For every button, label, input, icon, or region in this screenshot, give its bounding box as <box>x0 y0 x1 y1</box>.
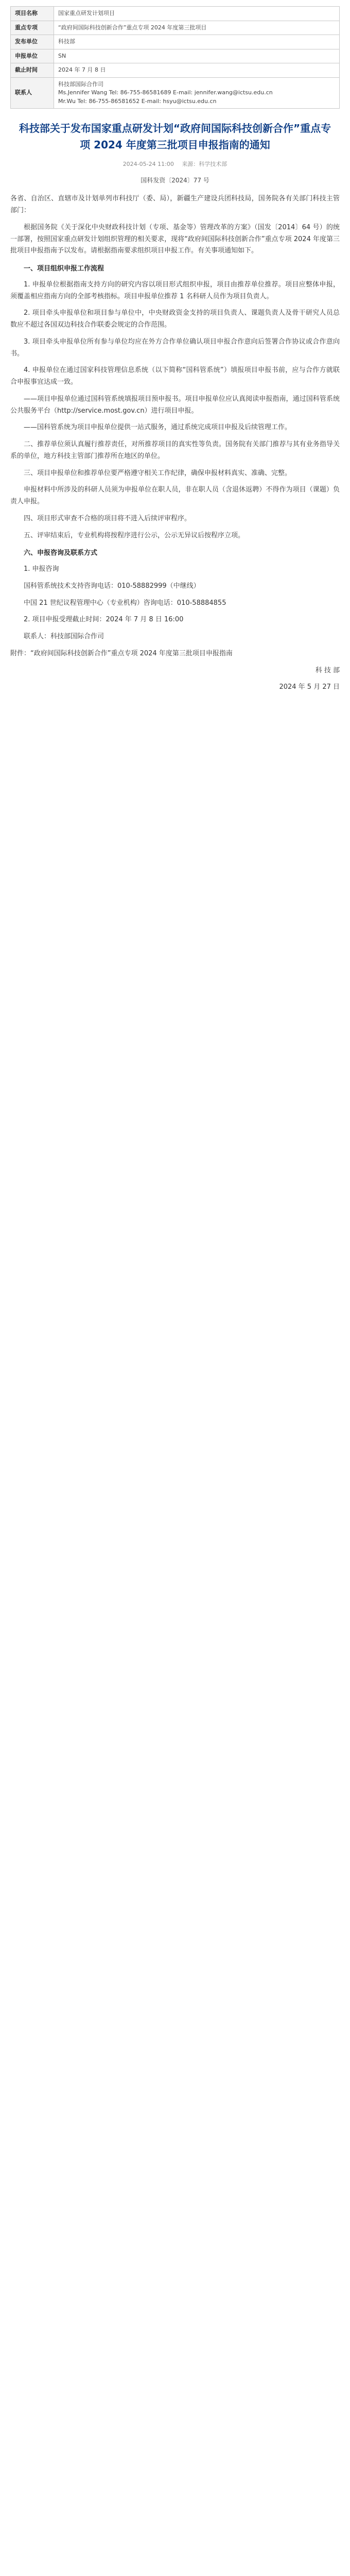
paragraph: 三、项目申报单位和推荐单位要严格遵守相关工作纪律，确保申报材料真实、准确、完整。 <box>24 469 292 477</box>
paragraph: 3. 项目牵头申报单位所有参与单位均应在外方合作单位确认项目申报合作意向后签署合作协议或合作意向书。 <box>10 337 340 358</box>
meta-key: 联系人 <box>11 77 54 109</box>
meta-value <box>54 49 340 63</box>
article-source: 来源：科学技术部 <box>182 161 227 167</box>
attachment-line: 附件：“政府间国际科技创新合作”重点专项 2024 年度第三批项目申报指南 <box>10 649 233 657</box>
meta-row <box>11 77 340 109</box>
meta-value <box>54 21 340 35</box>
paragraph: 联系人：科技部国际合作司 <box>24 633 104 640</box>
paragraph: 1. 申报单位根据指南支持方向的研究内容以项目形式组织申报，项目由推荐单位推荐。项目应整体申报，须覆盖相应指南方向的全部考核指标。项目申报单位推荐 1 名科研人员作为项目负责人。 <box>10 280 340 300</box>
meta-key: 项目名称 <box>11 7 54 21</box>
paragraph: 4. 申报单位在通过国家科技管理信息系统（以下简称“国科管系统”）填报项目申报书前，应与合作方就联合申报事宜达成一致。 <box>10 366 340 386</box>
meta-key: 重点专项 <box>11 21 54 35</box>
meta-value <box>54 77 340 109</box>
meta-value-line: Mr.Wu Tel: 86-755-86581652 E-mail: hsyu@ictsu.edu.cn <box>58 97 217 105</box>
page-title: 科技部关于发布国家重点研发计划“政府间国际科技创新合作”重点专项 2024 年度第三批项目申报指南的通知 <box>19 122 331 151</box>
paragraph: ——项目申报单位通过国科管系统填报项目预申报书。项目申报单位应认真阅读申报指南，通过国科管系统公共服务平台（http://service.most.gov.cn）进行项目申报。 <box>10 395 340 415</box>
meta-value <box>54 63 340 78</box>
meta-row <box>11 35 340 49</box>
meta-table <box>10 6 340 109</box>
article-subline <box>10 159 340 169</box>
meta-key: 申报单位 <box>11 49 54 63</box>
meta-row <box>11 63 340 78</box>
meta-value-line: 国家重点研发计划项目 <box>58 10 115 16</box>
paragraph: 各省、自治区、直辖市及计划单列市科技厅（委、局），新疆生产建设兵团科技局，国务院各有关部门科技主管部门： <box>10 195 340 214</box>
paragraph: 四、项目形式审查不合格的项目将不进入后续评审程序。 <box>24 514 191 522</box>
article-date: 2024-05-24 11:00 <box>122 161 174 167</box>
meta-row <box>11 49 340 63</box>
meta-row <box>11 21 340 35</box>
paragraph: 2024 年 5 月 27 日 <box>279 683 340 691</box>
meta-value <box>54 7 340 21</box>
page <box>0 0 350 709</box>
section-heading: 六、申报咨询及联系方式 <box>24 549 98 557</box>
document-number: 国科发资〔2024〕77 号 <box>141 177 209 184</box>
paragraph: 1. 申报咨询 <box>24 565 59 573</box>
paragraph: 中国 21 世纪议程管理中心（专业机构）咨询电话：010-58884855 <box>24 599 226 607</box>
meta-value-line: 2024 年 7 月 8 日 <box>58 66 106 73</box>
meta-key: 截止时间 <box>11 63 54 78</box>
paragraph: 2. 项目牵头申报单位和项目参与单位中，中央财政资金支持的项目负责人、课题负责人及骨干研究人员总数应不超过各国双边科技合作联委会规定的合作范围。 <box>10 309 340 329</box>
section-heading: 一、项目组织申报工作流程 <box>24 265 104 273</box>
meta-row <box>11 7 340 21</box>
paragraph: 五、评审结束后，专业机构将按程序进行公示，公示无异议后按程序立项。 <box>24 531 245 539</box>
paragraph: ——国科管系统为项目申报单位提供一站式服务，通过系统完成项目申报及后续管理工作。 <box>24 423 292 432</box>
meta-value-line: “政府间国际科技创新合作”重点专项 2024 年度第三批项目 <box>58 24 207 31</box>
meta-key: 发布单位 <box>11 35 54 49</box>
meta-value <box>54 35 340 49</box>
meta-value-line: Ms.Jennifer Wang Tel: 86-755-86581689 E-mail: jennifer.wang@ictsu.edu.cn <box>58 89 273 96</box>
meta-value-line: SN <box>58 52 66 59</box>
paragraph: 国科管系统技术支持咨询电话：010-58882999（中继线） <box>24 582 200 590</box>
paragraph: 二、推荐单位须认真履行推荐责任，对所推荐项目的真实性等负责。国务院有关部门推荐与其有业务指导关系的单位，地方科技主管部门推荐所在地区的单位。 <box>10 440 340 460</box>
article-content <box>10 193 340 693</box>
meta-value-line: 科技部 <box>58 38 75 45</box>
paragraph: 2. 项目申报受理截止时间：2024 年 7 月 8 日 16:00 <box>24 616 184 624</box>
paragraph: 根据国务院《关于深化中央财政科技计划（专项、基金等）管理改革的方案》（国发〔2014〕64 号）的统一部署，按照国家重点研发计划组织管理的相关要求，现将“政府间国际科技创新合作”重点专项 2024 年度第三批项目申报指南予以发布。请根据指南要求组织项目申报工作。有关事项通知如下。 <box>10 223 340 255</box>
paragraph: 申报材料中所涉及的科研人员须为申报单位在职人员，非在职人员（含退休返聘）不得作为项目（课题）负责人申报。 <box>10 486 340 505</box>
meta-value-line: 科技部国际合作司 <box>58 80 103 88</box>
paragraph: 科 技 部 <box>315 666 340 674</box>
